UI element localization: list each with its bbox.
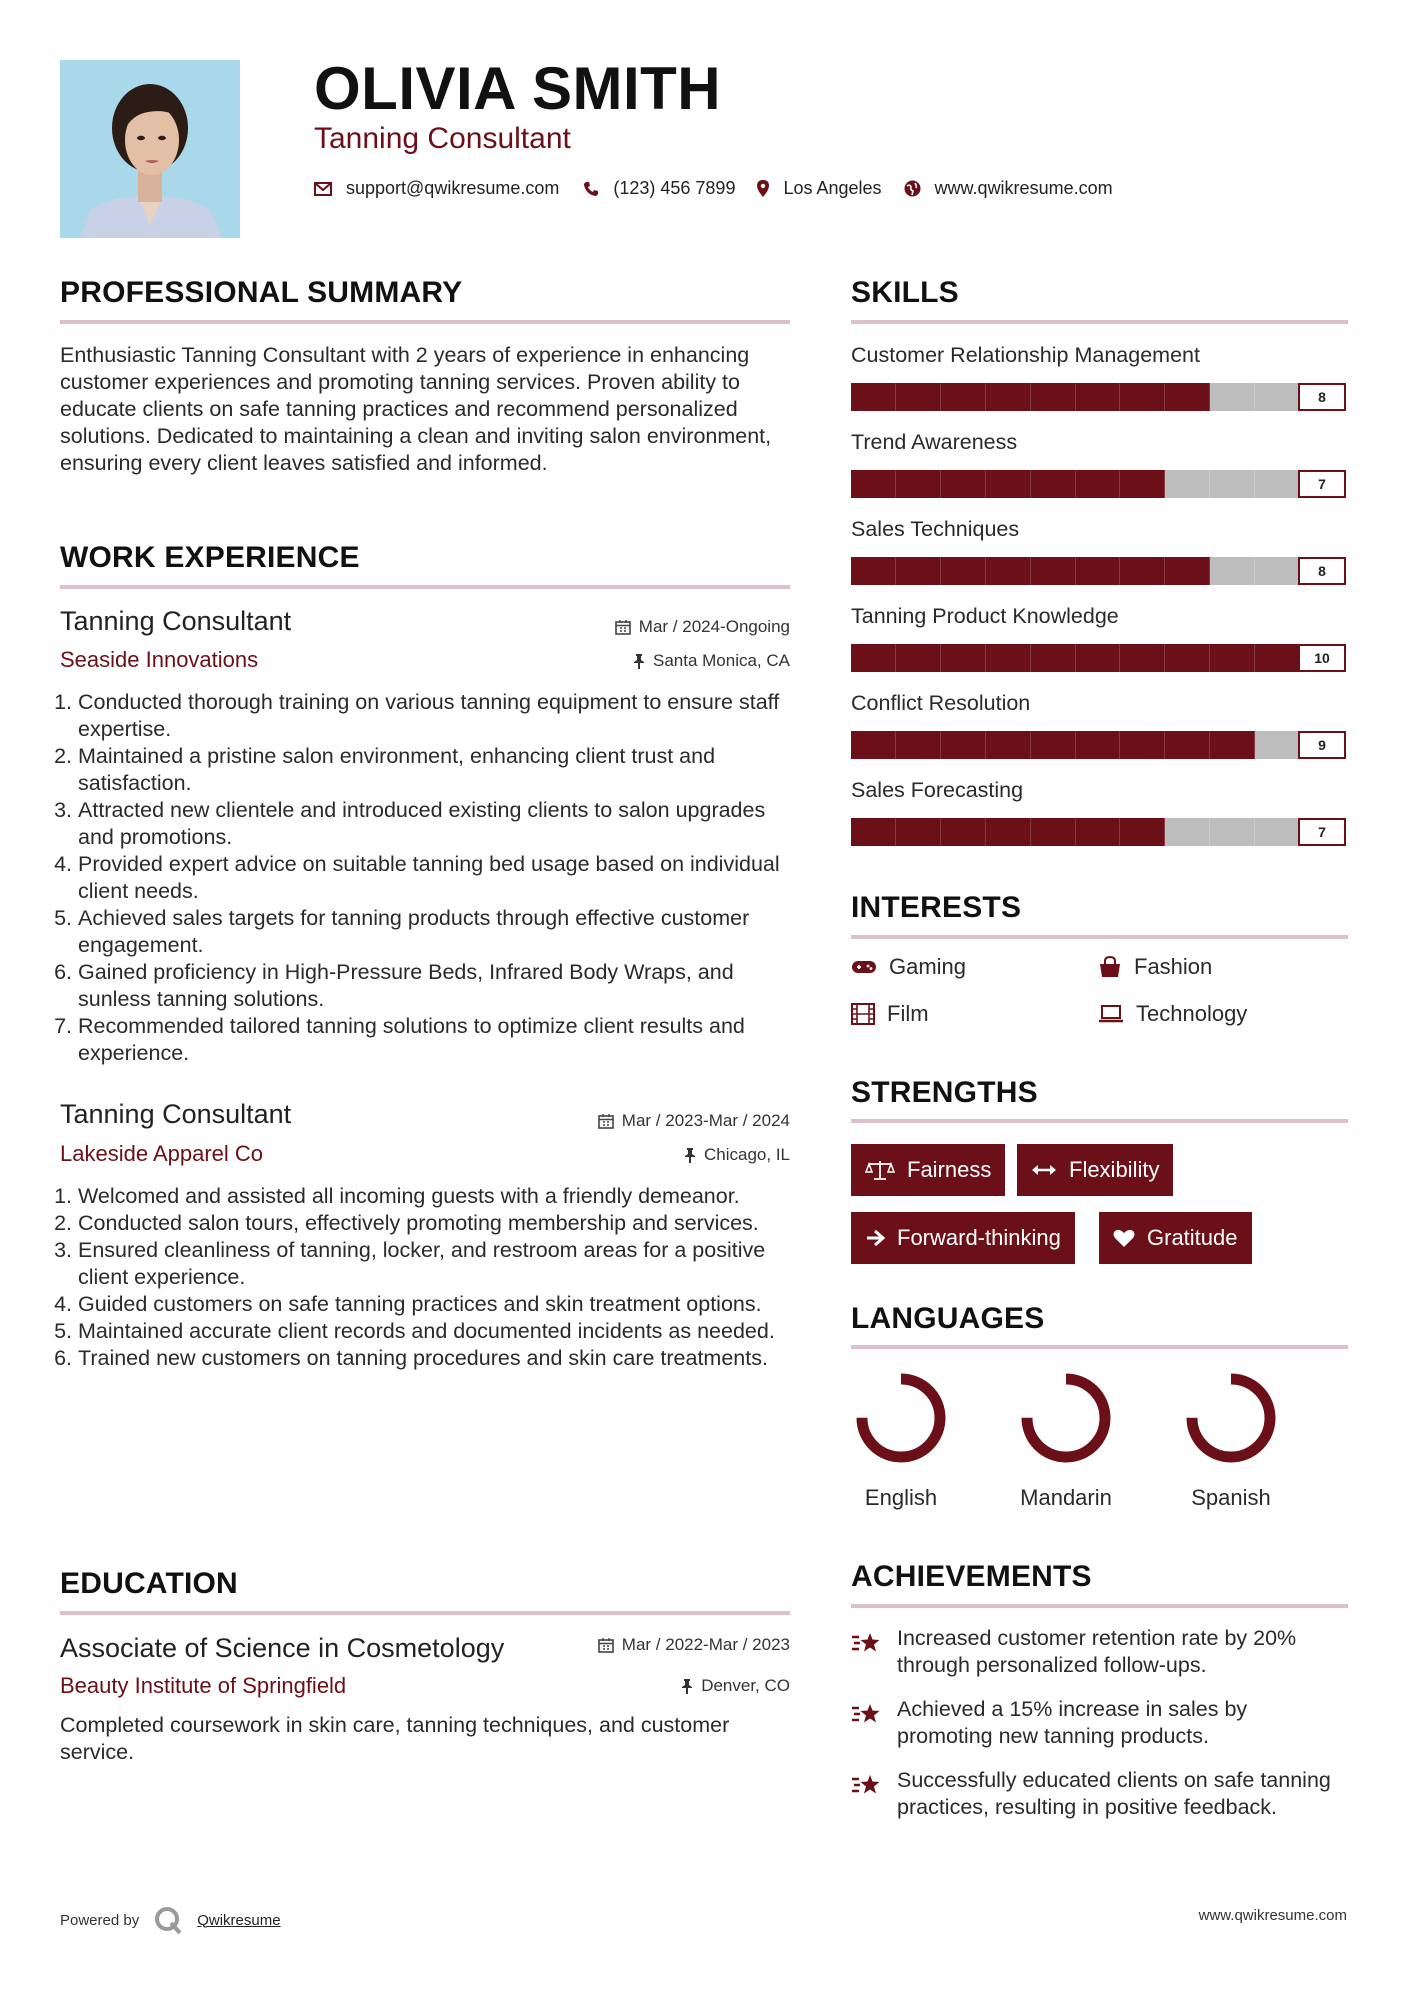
list-item: 2. Maintained a pristine salon environment, enhancing client trust and satisfaction. bbox=[78, 743, 790, 797]
strength-flexibility bbox=[1017, 1144, 1173, 1196]
skill-bar-segment bbox=[1210, 818, 1255, 846]
footer-website[interactable]: www.qwikresume.com bbox=[1198, 1907, 1347, 1924]
skill-bar bbox=[851, 470, 1345, 498]
strengths-heading: STRENGTHS bbox=[851, 1076, 1038, 1109]
skill-bar-segment bbox=[896, 383, 941, 411]
skill-score: 9 bbox=[1298, 731, 1346, 759]
job-company: Seaside Innovations bbox=[60, 647, 259, 672]
job-dates-text: Mar / 2023-Mar / 2024 bbox=[621, 1111, 790, 1130]
achievement-text: Successfully educated clients on safe tanning practices, resulting in positive feedback. bbox=[897, 1768, 1331, 1819]
interest-film bbox=[851, 1001, 929, 1027]
strengths-rule bbox=[851, 1119, 1348, 1123]
job-duties bbox=[60, 1183, 790, 1372]
education-degree: Associate of Science in Cosmetology bbox=[60, 1633, 505, 1663]
job-duties bbox=[60, 689, 790, 1067]
skill-bar-segment bbox=[1255, 644, 1300, 672]
skill-bar-segment bbox=[1165, 818, 1210, 846]
interest-technology bbox=[1098, 1001, 1247, 1027]
map-marker-icon bbox=[757, 180, 769, 197]
education-dates bbox=[598, 1635, 790, 1655]
skill-bar-segment bbox=[1120, 557, 1165, 585]
interest-label: Fashion bbox=[1134, 954, 1213, 979]
education-heading: EDUCATION bbox=[60, 1567, 238, 1600]
candidate-title: Tanning Consultant bbox=[314, 122, 571, 155]
skill-bar-segment bbox=[851, 383, 896, 411]
skill-bar-segment bbox=[896, 818, 941, 846]
skill-bar-segment bbox=[1120, 644, 1165, 672]
list-item: 2. Conducted salon tours, effectively promoting membership and services. bbox=[78, 1210, 790, 1237]
phone-icon bbox=[583, 181, 599, 197]
laptop-icon bbox=[1098, 1005, 1124, 1023]
skill-bar-segment bbox=[986, 818, 1031, 846]
language-label: Mandarin bbox=[1020, 1485, 1112, 1510]
languages-rule bbox=[851, 1345, 1348, 1349]
skill-bar-segment bbox=[851, 644, 896, 672]
skill-bar bbox=[851, 557, 1345, 585]
achievement-item bbox=[851, 1767, 1348, 1821]
list-item: 5. Maintained accurate client records and documented incidents as needed. bbox=[78, 1318, 790, 1345]
skill-bar-segment bbox=[1255, 383, 1300, 411]
arrow-right-icon bbox=[865, 1228, 885, 1248]
experience-heading: WORK EXPERIENCE bbox=[60, 541, 360, 574]
skill-name: Conflict Resolution bbox=[851, 691, 1031, 715]
skill-bar-segment bbox=[1255, 557, 1300, 585]
language-ring bbox=[1181, 1368, 1281, 1468]
skill-bar-segment bbox=[986, 644, 1031, 672]
skill-bar-segment bbox=[986, 470, 1031, 498]
job-dates bbox=[598, 1111, 790, 1131]
skill-score: 7 bbox=[1298, 470, 1346, 498]
skill-bar bbox=[851, 644, 1345, 672]
skill-bar-segment bbox=[1076, 818, 1121, 846]
strength-label: Forward-thinking bbox=[897, 1225, 1061, 1250]
strength-label: Fairness bbox=[907, 1157, 992, 1182]
list-item: 1. Welcomed and assisted all incoming guests with a friendly demeanor. bbox=[78, 1183, 790, 1210]
skill-bar-segment bbox=[1031, 557, 1076, 585]
skill-bar-segment bbox=[1165, 383, 1210, 411]
qwikresume-link[interactable]: Qwikresume bbox=[197, 1911, 281, 1929]
interest-label: Gaming bbox=[889, 954, 967, 979]
profile-photo bbox=[60, 60, 240, 238]
skill-score: 7 bbox=[1298, 818, 1346, 846]
education-location-text: Denver, CO bbox=[701, 1676, 790, 1695]
skill-bar-segment bbox=[1210, 383, 1255, 411]
pushpin-icon bbox=[684, 1147, 696, 1163]
skill-bar-segment bbox=[1031, 731, 1076, 759]
summary-text: Enthusiastic Tanning Consultant with 2 years of experience in enhancing customer experiences and promoting tanning services. Proven ability to educate clients on safe tanning practices and recommend personalized solutions. Dedicated to maintaining a clean and inviting salon environment, ensuring every client leaves satisfied and informed. bbox=[60, 343, 772, 475]
skill-bar-segment bbox=[941, 557, 986, 585]
pushpin-icon bbox=[633, 653, 645, 669]
skill-bar-segment bbox=[1255, 470, 1300, 498]
language-label: Spanish bbox=[1191, 1485, 1271, 1510]
job-dates bbox=[615, 617, 790, 637]
summary-rule bbox=[60, 320, 790, 324]
language-ring-arc bbox=[1027, 1379, 1105, 1457]
skill-bar-segment bbox=[1255, 731, 1300, 759]
contact-location-text: Los Angeles bbox=[783, 178, 882, 198]
star-ribbon-icon bbox=[851, 1771, 883, 1799]
language-ring bbox=[851, 1368, 951, 1468]
language-ring-arc bbox=[862, 1379, 940, 1457]
skill-bar-segment bbox=[1165, 731, 1210, 759]
skill-bar-segment bbox=[1210, 470, 1255, 498]
globe-icon bbox=[904, 180, 921, 197]
skill-bar-segment bbox=[941, 383, 986, 411]
skill-bar-segment bbox=[941, 644, 986, 672]
skill-bar bbox=[851, 383, 1345, 411]
list-item: 1. Conducted thorough training on various tanning equipment to ensure staff expertise. bbox=[78, 689, 790, 743]
skill-bar-segment bbox=[1210, 557, 1255, 585]
footer-powered-by bbox=[60, 1905, 281, 1935]
job-location bbox=[633, 651, 790, 671]
skill-bar-segment bbox=[851, 557, 896, 585]
job-title: Tanning Consultant bbox=[60, 606, 292, 636]
powered-by-label: Powered by bbox=[60, 1911, 140, 1929]
education-description: Completed coursework in skin care, tanning techniques, and customer service. bbox=[60, 1713, 730, 1764]
skill-bar-segment bbox=[1076, 383, 1121, 411]
language-ring-arc bbox=[1192, 1379, 1270, 1457]
list-item: 6. Trained new customers on tanning procedures and skin care treatments. bbox=[78, 1345, 790, 1372]
education-location bbox=[681, 1676, 790, 1696]
skill-bar-segment bbox=[1076, 470, 1121, 498]
interests-rule bbox=[851, 935, 1348, 939]
skill-bar-segment bbox=[1120, 470, 1165, 498]
skill-bar-segment bbox=[1165, 470, 1210, 498]
languages-heading: LANGUAGES bbox=[851, 1302, 1045, 1335]
skill-bar-segment bbox=[1031, 644, 1076, 672]
skill-bar-segment bbox=[1120, 731, 1165, 759]
skill-bar-segment bbox=[1255, 818, 1300, 846]
skill-bar-segment bbox=[896, 644, 941, 672]
experience-rule bbox=[60, 585, 790, 589]
summary-heading: PROFESSIONAL SUMMARY bbox=[60, 276, 463, 309]
skill-bar-segment bbox=[986, 731, 1031, 759]
skill-bar-segment bbox=[1076, 731, 1121, 759]
gamepad-icon bbox=[851, 959, 877, 975]
education-school: Beauty Institute of Springfield bbox=[60, 1673, 347, 1698]
language-label: English bbox=[864, 1485, 938, 1510]
language-ring bbox=[1016, 1368, 1116, 1468]
achievements-heading: ACHIEVEMENTS bbox=[851, 1560, 1092, 1593]
skill-bar-segment bbox=[941, 470, 986, 498]
skill-bar-segment bbox=[1165, 557, 1210, 585]
achievement-text: Increased customer retention rate by 20% through personalized follow-ups. bbox=[897, 1626, 1297, 1677]
skill-name: Sales Techniques bbox=[851, 517, 1020, 541]
interest-gaming bbox=[851, 954, 966, 980]
skill-bar-segment bbox=[1031, 470, 1076, 498]
interest-label: Technology bbox=[1136, 1001, 1248, 1026]
skill-name: Customer Relationship Management bbox=[851, 343, 1200, 367]
contact-location bbox=[757, 178, 881, 199]
calendar-icon bbox=[615, 619, 631, 635]
qwikresume-logo-icon bbox=[153, 1905, 183, 1935]
job-title: Tanning Consultant bbox=[60, 1099, 292, 1129]
skill-bar-segment bbox=[1165, 644, 1210, 672]
arrows-horizontal-icon bbox=[1031, 1163, 1057, 1177]
strength-label: Gratitude bbox=[1147, 1225, 1238, 1250]
skill-bar-segment bbox=[851, 731, 896, 759]
skill-bar-segment bbox=[1031, 818, 1076, 846]
strength-gratitude bbox=[1099, 1212, 1252, 1264]
balance-scale-icon bbox=[865, 1159, 895, 1181]
calendar-icon bbox=[598, 1637, 614, 1653]
skill-bar-segment bbox=[1120, 383, 1165, 411]
star-ribbon-icon bbox=[851, 1700, 883, 1728]
interest-label: Film bbox=[887, 1001, 929, 1026]
strength-label: Flexibility bbox=[1069, 1157, 1160, 1182]
skill-bar-segment bbox=[896, 557, 941, 585]
job-company: Lakeside Apparel Co bbox=[60, 1141, 264, 1166]
list-item: 7. Recommended tailored tanning solutions to optimize client results and experience. bbox=[78, 1013, 790, 1067]
skill-name: Trend Awareness bbox=[851, 430, 1018, 454]
skill-bar-segment bbox=[1031, 383, 1076, 411]
achievements-rule bbox=[851, 1604, 1348, 1608]
strength-forward-thinking bbox=[851, 1212, 1075, 1264]
skill-bar-segment bbox=[1076, 644, 1121, 672]
skills-heading: SKILLS bbox=[851, 276, 959, 309]
education-rule bbox=[60, 1611, 790, 1615]
achievement-item bbox=[851, 1696, 1348, 1750]
job-dates-text: Mar / 2024-Ongoing bbox=[638, 617, 790, 636]
contact-phone-text: (123) 456 7899 bbox=[613, 178, 736, 198]
skill-bar-segment bbox=[941, 818, 986, 846]
skill-bar-segment bbox=[986, 557, 1031, 585]
skill-bar-segment bbox=[941, 731, 986, 759]
skill-bar bbox=[851, 731, 1345, 759]
skill-bar-segment bbox=[851, 818, 896, 846]
list-item: 5. Achieved sales targets for tanning products through effective customer engagement. bbox=[78, 905, 790, 959]
skill-bar bbox=[851, 818, 1345, 846]
skill-score: 8 bbox=[1298, 383, 1346, 411]
job-location-text: Santa Monica, CA bbox=[652, 651, 790, 670]
job-location bbox=[684, 1145, 790, 1165]
skill-score: 10 bbox=[1298, 644, 1346, 672]
contact-email-text: support@qwikresume.com bbox=[346, 178, 560, 198]
contact-phone[interactable] bbox=[583, 178, 735, 199]
contact-website[interactable] bbox=[904, 178, 1113, 199]
list-item: 4. Guided customers on safe tanning practices and skin treatment options. bbox=[78, 1291, 790, 1318]
strength-fairness bbox=[851, 1144, 1005, 1196]
contact-email[interactable] bbox=[314, 178, 559, 199]
contact-bar bbox=[314, 178, 1113, 199]
skill-bar-segment bbox=[1120, 818, 1165, 846]
interest-fashion bbox=[1098, 954, 1212, 980]
list-item: 6. Gained proficiency in High-Pressure Beds, Infrared Body Wraps, and sunless tanning solutions. bbox=[78, 959, 790, 1013]
pushpin-icon bbox=[681, 1678, 693, 1694]
list-item: 3. Attracted new clientele and introduced existing clients to salon upgrades and promotions. bbox=[78, 797, 790, 851]
skill-bar-segment bbox=[986, 383, 1031, 411]
film-icon bbox=[851, 1003, 875, 1025]
heart-icon bbox=[1113, 1228, 1135, 1248]
education-dates-text: Mar / 2022-Mar / 2023 bbox=[621, 1635, 790, 1654]
job-location-text: Chicago, IL bbox=[704, 1145, 790, 1164]
skill-name: Sales Forecasting bbox=[851, 778, 1024, 802]
skill-name: Tanning Product Knowledge bbox=[851, 604, 1119, 628]
skill-bar-segment bbox=[1210, 644, 1255, 672]
skill-bar-segment bbox=[1076, 557, 1121, 585]
skills-rule bbox=[851, 320, 1348, 324]
envelope-icon bbox=[314, 182, 332, 196]
calendar-icon bbox=[598, 1113, 614, 1129]
skill-bar-segment bbox=[851, 470, 896, 498]
list-item: 4. Provided expert advice on suitable tanning bed usage based on individual client needs. bbox=[78, 851, 790, 905]
skill-bar-segment bbox=[896, 731, 941, 759]
contact-website-text: www.qwikresume.com bbox=[934, 178, 1113, 198]
skill-score: 8 bbox=[1298, 557, 1346, 585]
star-ribbon-icon bbox=[851, 1629, 883, 1657]
shopping-bag-icon bbox=[1098, 956, 1122, 978]
list-item: 3. Ensured cleanliness of tanning, locker, and restroom areas for a positive client experience. bbox=[78, 1237, 790, 1291]
candidate-name: OLIVIA SMITH bbox=[314, 55, 722, 122]
achievement-text: Achieved a 15% increase in sales by promoting new tanning products. bbox=[897, 1697, 1248, 1748]
skill-bar-segment bbox=[896, 470, 941, 498]
skill-bar-segment bbox=[1210, 731, 1255, 759]
achievement-item bbox=[851, 1625, 1348, 1679]
interests-heading: INTERESTS bbox=[851, 891, 1022, 924]
